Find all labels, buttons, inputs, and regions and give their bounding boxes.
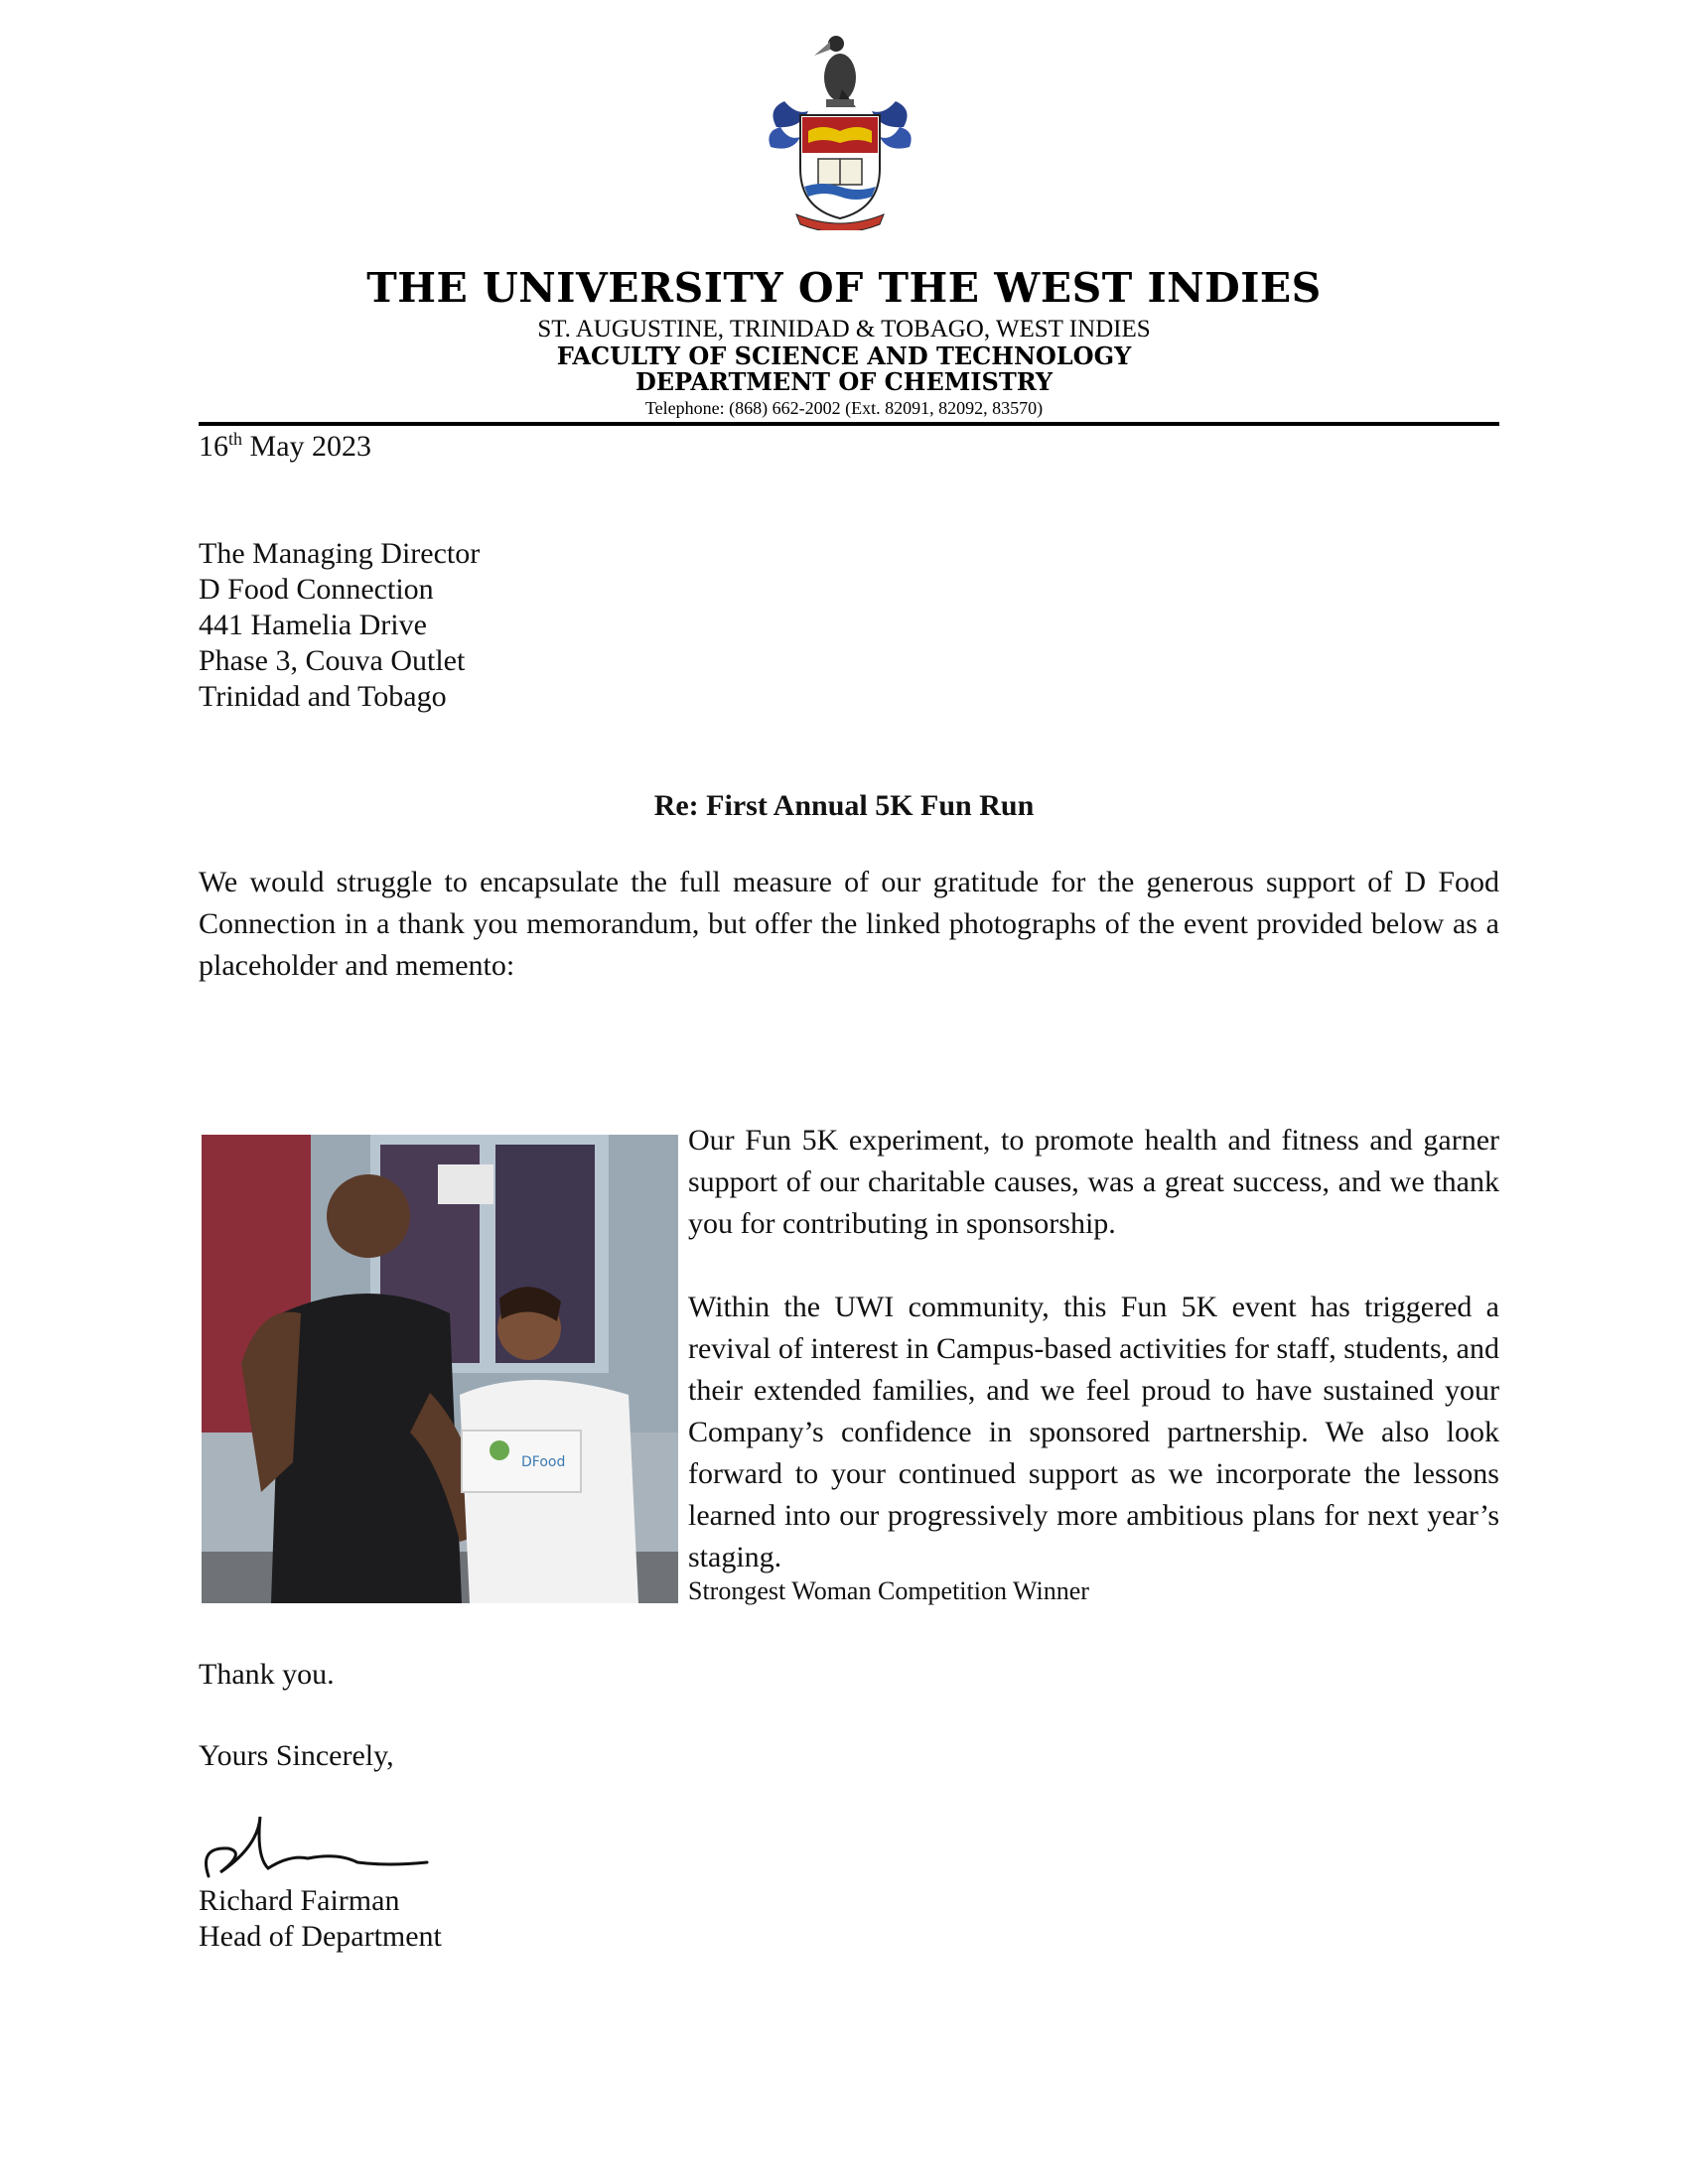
department-name: DEPARTMENT OF CHEMISTRY	[634, 367, 1054, 396]
event-photo	[202, 1135, 678, 1603]
address-line: D Food Connection	[199, 573, 434, 606]
sign-off: Yours Sincerely,	[199, 1739, 394, 1772]
address-line: Phase 3, Couva Outlet	[199, 644, 466, 677]
intro-paragraph: We would struggle to encapsulate the full measure of our gratitude for the generous support of D Food Connection in a thank you memorandum, but offer the linked photographs of the event provided below as a placeholder and memento:	[199, 866, 1499, 982]
signer-title: Head of Department	[199, 1920, 442, 1953]
success-paragraph: Our Fun 5K experiment, to promote health and fitness and garner support of our charitable causes, was a great success, and we thank you for contributing in sponsorship.	[688, 1124, 1499, 1240]
right-column-text	[688, 1120, 1499, 1620]
handwritten-signature	[199, 1807, 437, 1886]
telephone-line: Telephone: (868) 662-2002 (Ext. 82091, 82092, 83570)	[644, 398, 1044, 418]
header-divider	[199, 422, 1499, 426]
subject-line: Re: First Annual 5K Fun Run	[653, 789, 1035, 822]
faculty-name: FACULTY OF SCIENCE AND TECHNOLOGY	[556, 341, 1132, 370]
signer-name: Richard Fairman	[199, 1884, 400, 1917]
address-line: Trinidad and Tobago	[199, 680, 447, 713]
university-name: THE UNIVERSITY OF THE WEST INDIES	[366, 264, 1322, 312]
campus-address: ST. AUGUSTINE, TRINIDAD & TOBAGO, WEST INDIES	[537, 316, 1151, 342]
photo-caption: Strongest Woman Competition Winner	[688, 1576, 1089, 1605]
address-line: The Managing Director	[199, 537, 481, 570]
pelican-emblem	[814, 36, 856, 107]
recipient-address	[199, 536, 480, 715]
letter-date: 16th May 2023	[199, 429, 372, 463]
box-logo-text: DFood	[521, 1454, 566, 1470]
university-crest-logo	[757, 20, 923, 230]
community-paragraph: Within the UWI community, this Fun 5K event has triggered a revival of interest in Campus-based activities for staff, students, and their extended families, and we feel proud to have sustained your Company’s confidence in sponsored partnership. We also look forward to your continued support as we incorporate the lessons learned into our progressively more ambitious plans for next year’s staging.	[688, 1291, 1499, 1573]
signer-block	[199, 1883, 442, 1955]
address-line: 441 Hamelia Drive	[199, 609, 427, 641]
thank-you-line: Thank you.	[199, 1658, 335, 1691]
